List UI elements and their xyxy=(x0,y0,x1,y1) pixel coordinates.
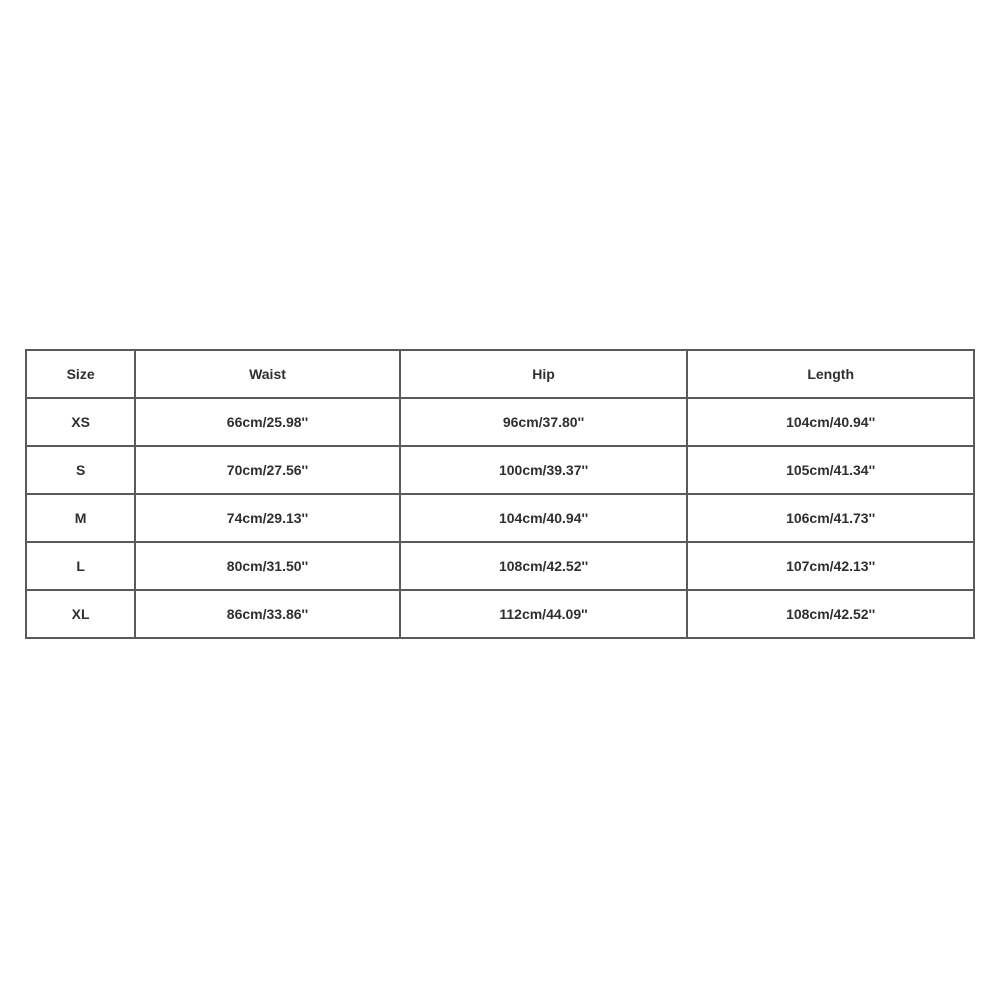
cell-length: 106cm/41.73'' xyxy=(687,494,974,542)
header-size: Size xyxy=(26,350,135,398)
cell-hip: 108cm/42.52'' xyxy=(400,542,688,590)
cell-waist: 74cm/29.13'' xyxy=(135,494,400,542)
cell-length: 104cm/40.94'' xyxy=(687,398,974,446)
cell-hip: 104cm/40.94'' xyxy=(400,494,688,542)
cell-size: L xyxy=(26,542,135,590)
cell-size: XS xyxy=(26,398,135,446)
cell-waist: 66cm/25.98'' xyxy=(135,398,400,446)
cell-hip: 100cm/39.37'' xyxy=(400,446,688,494)
cell-size: XL xyxy=(26,590,135,638)
header-length: Length xyxy=(687,350,974,398)
cell-size: S xyxy=(26,446,135,494)
cell-waist: 70cm/27.56'' xyxy=(135,446,400,494)
cell-hip: 112cm/44.09'' xyxy=(400,590,688,638)
cell-length: 107cm/42.13'' xyxy=(687,542,974,590)
table-row xyxy=(26,542,974,590)
size-chart-table xyxy=(25,349,975,639)
header-hip: Hip xyxy=(400,350,688,398)
cell-waist: 86cm/33.86'' xyxy=(135,590,400,638)
cell-length: 108cm/42.52'' xyxy=(687,590,974,638)
table-row xyxy=(26,398,974,446)
cell-size: M xyxy=(26,494,135,542)
header-waist: Waist xyxy=(135,350,400,398)
cell-waist: 80cm/31.50'' xyxy=(135,542,400,590)
table-row xyxy=(26,494,974,542)
table-row xyxy=(26,446,974,494)
cell-length: 105cm/41.34'' xyxy=(687,446,974,494)
table-header-row xyxy=(26,350,974,398)
table-row xyxy=(26,590,974,638)
cell-hip: 96cm/37.80'' xyxy=(400,398,688,446)
